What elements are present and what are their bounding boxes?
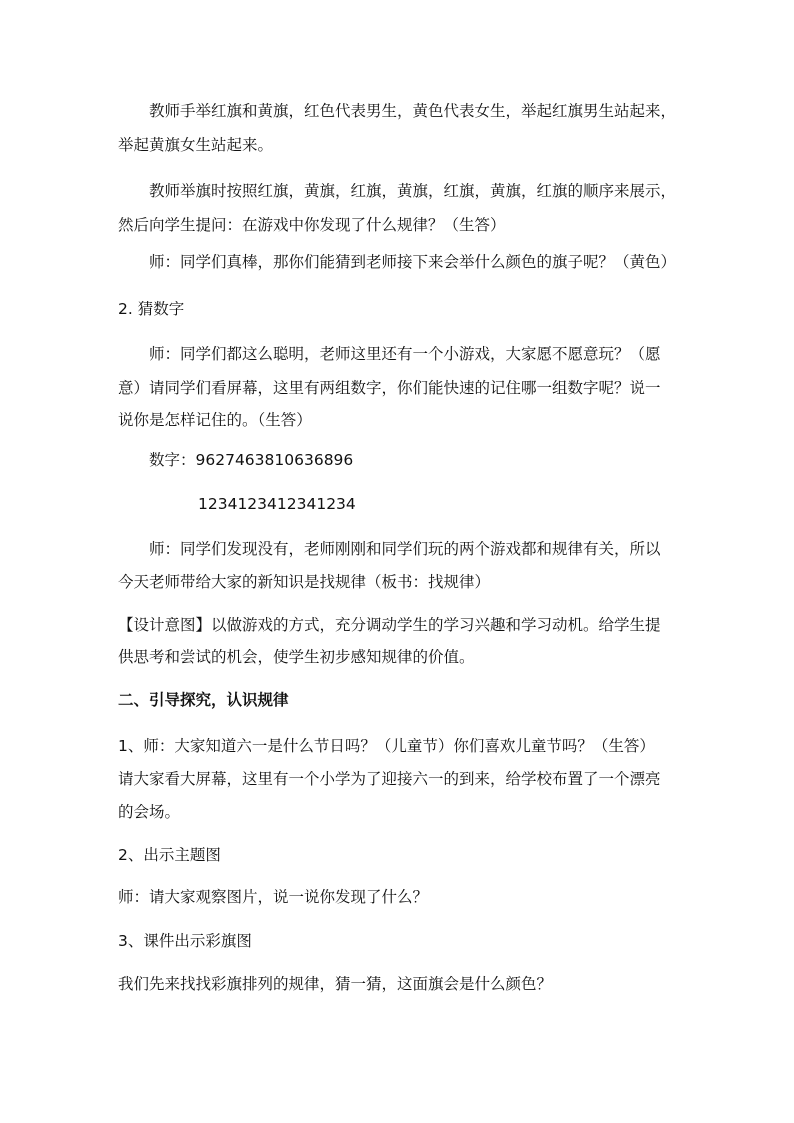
paragraph-line: 师：同学们真棒，那你们能猜到老师接下来会举什么颜色的旗子呢？（黄色）	[149, 253, 677, 271]
step-heading: 3、课件出示彩旗图	[118, 932, 252, 950]
section-heading-explore: 二、引导探究，认识规律	[118, 691, 289, 709]
paragraph-line: 请大家看大屏幕，这里有一个小学为了迎接六一的到来，给学校布置了一个漂亮	[118, 770, 661, 788]
section-heading-guess-numbers: 2. 猜数字	[118, 300, 185, 318]
paragraph-line: 意）请同学们看屏幕，这里有两组数字，你们能快速的记住哪一组数字呢？说一	[118, 379, 661, 397]
paragraph-line: 今天老师带给大家的新知识是找规律（板书：找规律）	[118, 573, 491, 591]
step-heading: 2、出示主题图	[118, 846, 221, 864]
paragraph-line: 说你是怎样记住的。（生答）	[118, 411, 312, 429]
paragraph-line: 教师举旗时按照红旗，黄旗，红旗，黄旗，红旗，黄旗，红旗的顺序来展示，	[149, 182, 677, 200]
paragraph-line: 师：请大家观察图片，说一说你发现了什么？	[118, 888, 429, 906]
paragraph-line: 举起黄旗女生站起来。	[118, 136, 274, 154]
paragraph-line: 师：同学们都这么聪明，老师这里还有一个小游戏，大家愿不愿意玩？（愿	[149, 345, 661, 363]
paragraph-line: 我们先来找找彩旗排列的规律，猜一猜，这面旗会是什么颜色？	[118, 975, 553, 993]
paragraph-line: 然后向学生提问：在游戏中你发现了什么规律？（生答）	[118, 216, 506, 234]
number-line-2: 1234123412341234	[198, 495, 356, 513]
number-line-1: 数字：9627463810636896	[149, 451, 354, 469]
design-intent-line: 供思考和尝试的机会，使学生初步感知规律的价值。	[118, 648, 475, 666]
paragraph-line: 1、师：大家知道六一是什么节日吗？（儿童节）你们喜欢儿童节吗？（生答）	[118, 737, 655, 755]
paragraph-line: 师：同学们发现没有，老师刚刚和同学们玩的两个游戏都和规律有关，所以	[149, 540, 661, 558]
paragraph-line: 教师手举红旗和黄旗，红色代表男生，黄色代表女生，举起红旗男生站起来，	[149, 102, 677, 120]
design-intent-line: 【设计意图】以做游戏的方式，充分调动学生的学习兴趣和学习动机。给学生提	[118, 616, 661, 634]
paragraph-line: 的会场。	[118, 803, 181, 821]
